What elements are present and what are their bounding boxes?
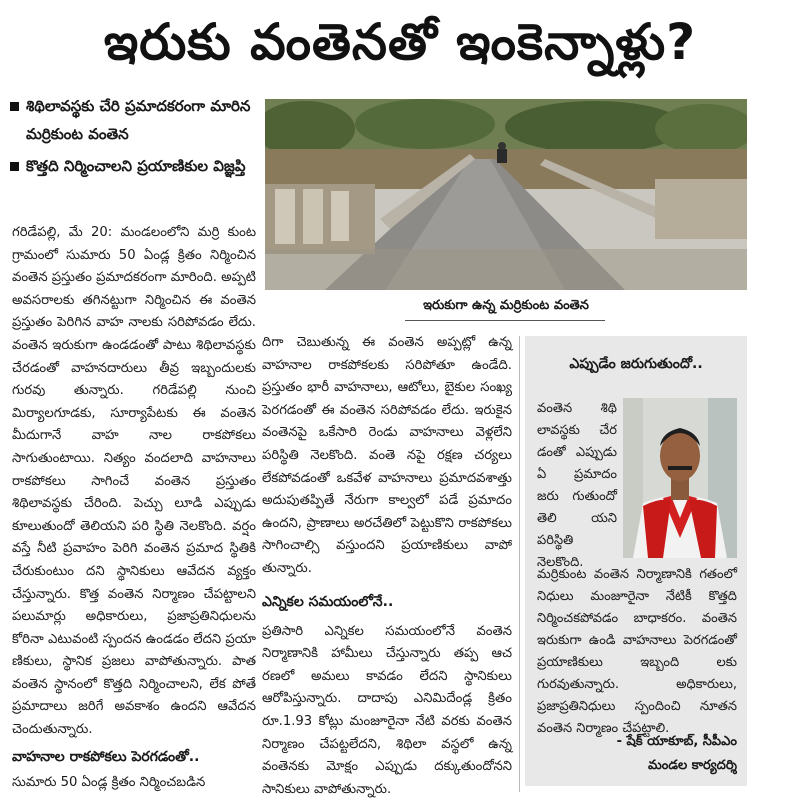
article-column-2-part-b: ప్రతిసారి ఎన్నికల సమయంలోనే వంతెన నిర్మాణానికి హామీలు చేస్తున్నారు తప్ప ఆచ రణలో అమలు కావడం లేదని స్థానికులు ఆరోపిస్తున్నారు. దాదాపు ఎనిమిదేండ్ల క్రితం రూ.1.93 కోట్లు మంజూరైనా నేటి వరకు వంతెన నిర్మాణం చేపట్టలేదని, శిథిలా వస్థలో ఉన్న వంతెనకు మోక్షం ఎప్పుడు దక్కుతుందోనని సానికులు వాపోతున్నారు. xyxy=(262,623,512,797)
bullet-list xyxy=(10,92,260,184)
bridge-photo xyxy=(265,99,747,290)
column-divider xyxy=(519,336,520,792)
article-column-2 xyxy=(262,332,512,801)
headline: ఇరుకు వంతెనతో ఇంకెన్నాళ్లు? xyxy=(103,13,697,71)
article-column-1-tail: సుమారు 50 ఏండ్ల క్రితం నిర్మించబడిన xyxy=(12,775,206,790)
subheading-elections: ఎన్నికల సమయంలోనే.. xyxy=(262,593,394,610)
quote-box-text-intro: వంతెన శిథి లావస్థకు చేర డంతో ఎప్పుడు ఏ ప్రమాదం జరు గుతుందో తెలి యని పరిస్థితి నెలకొంది. xyxy=(537,401,617,570)
quote-box-title: ఎప్పుడేం జరుగుతుందో.. xyxy=(569,356,703,372)
article-column-2-part-a: దిగా చెబుతున్న ఈ వంతెన అప్పట్లో ఉన్న వాహనాల రాకపోకలకు సరిపోతూ ఉండేది. ప్రస్తుతం భారీ వాహనాలు, ఆటోలు, బైకుల సంఖ్య పెరగడంతో ఈ వంతెన సరిపోవడం లేదు. ఇరుకైన వంతెనపై ఒకేసారి రెండు వాహనాలు వెళ్లలేని పరిస్థితి నెలకొంది. వంతె నపై రక్షణ చర్యలు లేకపోవడంతో ఒకవేళ వాహనాలు ప్రమాదవశాత్తు అదుపుతప్పితే నేరుగా కాల్వలో పడే ప్రమాదం ఉందని, ప్రాణాలు అరచేతిలో పెట్టుకొని రాకపోకలు సాగించాల్సి వస్తుందని ప్రయాణికులు వాపో తున్నారు. xyxy=(262,335,512,576)
quote-signature-name: - షేక్ యాకూబ్, సీపీఎం xyxy=(616,734,737,749)
article-column-1: గరిడేపల్లి, మే 20: మండలంలోని మర్రి కుంట గ్రామంలో సుమారు 50 ఏండ్ల క్రితం నిర్మించిన వంతెన ప్రస్తుతం ప్రమాదకరంగా మారింది. అప్పటి అవసరాలకు తగినట్టుగా నిర్మించిన ఈ వంతెన ప్రస్తుతం పెరిగిన వాహ నాలకు సరిపోవడం లేదు. వంతెన ఇరుకుగా ఉండడంతో పాటు శిథిలావస్థకు చేరడంతో వాహనదారులు తీవ్ర ఇబ్బందులకు గురవు తున్నారు. గరిడేపల్లి నుంచి మిర్యాలగూడకు, సూర్యాపేటకు ఈ వంతెన మీదుగానే వాహ నాల రాకపోకలు సాగుతుంటాయి. నిత్యం వందలాది వాహనాలు రాకపోకలు సాగించే వంతెన ప్రస్తుతం శిథిలావస్థకు చేరింది. పెచ్చు లూడి ఎప్పుడు కూలుతుందో తెలియని పరి స్థితి నెలకొంది. వర్షం వస్తే నీటి ప్రవాహం పెరిగి వంతెన ప్రమాద స్థితికి చేరుకుంటుం దని స్థానికులు ఆవేదన వ్యక్తం చేస్తున్నారు. కొత్త వంతెన నిర్మాణం చేపట్టాలని పలుమార్లు అధికారులు, ప్రజాప్రతినిధులను కోరినా ఎటువంటి స్పందన ఉండడం లేదని ప్రయా ణికులు, స్థానిక ప్రజలు వాపోతున్నారు. పాత వంతెన స్థానంలో కొత్తది నిర్మించాలని, లేక పోతే ప్రమాదాలు జరిగే అవకాశం ఉందని ఆవేదన చెందుతున్నారు. xyxy=(12,225,256,738)
portrait-photo xyxy=(623,398,737,558)
caption-divider xyxy=(405,320,605,321)
subheading-vehicles: వాహనాల రాకపోకలు పెరగడంతో.. xyxy=(12,749,200,765)
photo-caption: ఇరుకుగా ఉన్న మర్రికుంట వంతెన xyxy=(423,298,589,313)
bullet-item: కొత్తది నిర్మించాలని ప్రయాణికుల విజ్ఞప్తి xyxy=(10,152,260,180)
quote-box xyxy=(525,336,747,786)
quote-signature-title: మండల కార్యదర్శి xyxy=(648,758,737,773)
quote-box-text-body: మర్రికుంట వంతెన నిర్మాణానికి గతంలో నిధులు మంజూరైనా నేటికీ కొత్తది నిర్మించకపోవడం బాధాకరం. వంతెన ఇరుకుగా ఉండి వాహనాలు పెరగడంతో ప్రయాణికులు ఇబ్బంది లకు గురవుతున్నారు. అధికారులు, ప్రజాప్రతినిధులు స్పందించి నూతన వంతెన నిర్మాణం చేపట్టాలి. xyxy=(537,567,737,736)
bullet-item: శిథిలావస్థకు చేరి ప్రమాదకరంగా మారిన మర్రికుంట వంతెన xyxy=(10,92,260,148)
